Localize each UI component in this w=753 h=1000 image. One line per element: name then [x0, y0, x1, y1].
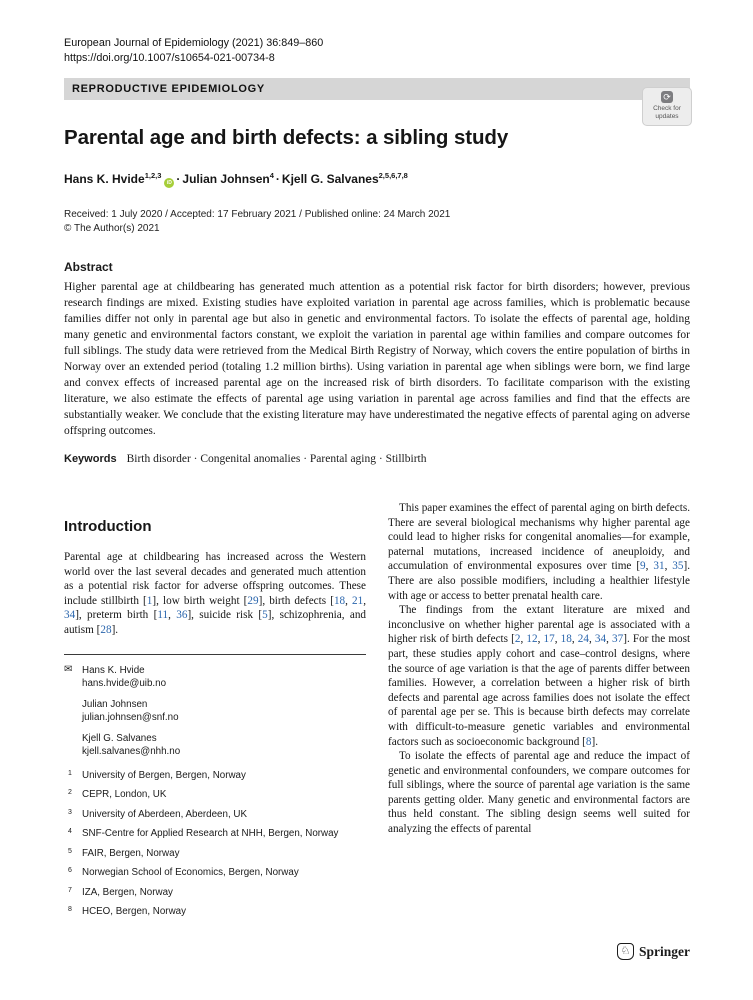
affiliation-number: 2 — [68, 789, 72, 797]
body-paragraph: This paper examines the effect of parental aging on birth defects. There are several biological mechanisms why higher parental age could lead to higher risks for congenital anomalies—for example, paternal mutations, increased incidence of aneuploidy, and accumulation of environmental exposures over time [9, 31, 35]. There are also possible modifiers, including a healthier lifestyle with age or access to better prenatal health care. — [388, 502, 691, 602]
citation-link[interactable]: 37 — [612, 633, 624, 646]
correspondence-entry — [64, 733, 366, 759]
affiliations-list — [64, 770, 366, 919]
author-name[interactable]: Hans K. Hvide — [64, 172, 145, 186]
correspondence-email[interactable]: kjell.salvanes@nhh.no — [82, 746, 181, 758]
affiliation-text: HCEO, Bergen, Norway — [82, 906, 186, 918]
affiliation-number: 1 — [68, 769, 72, 777]
citation-link[interactable]: 34 — [594, 633, 607, 646]
correspondence-email[interactable]: hans.hvide@uib.no — [82, 678, 167, 690]
correspondence-email[interactable]: julian.johnsen@snf.no — [82, 712, 179, 724]
author-affiliation-sup: 1,2,3 — [144, 171, 162, 180]
citation-link[interactable]: 36 — [176, 609, 188, 622]
affiliation-number: 3 — [68, 808, 72, 816]
two-column-body — [64, 501, 690, 926]
affiliation-number: 7 — [68, 886, 72, 894]
affiliation-number: 8 — [68, 906, 72, 914]
envelope-icon: ✉ — [64, 663, 73, 675]
citation-link[interactable]: 24 — [577, 633, 589, 646]
introduction-heading: Introduction — [64, 518, 152, 535]
author-separator: · — [275, 172, 280, 186]
citation-link[interactable]: 21 — [352, 594, 364, 607]
citation-link[interactable]: 12 — [526, 633, 538, 646]
affiliation-text: IZA, Bergen, Norway — [82, 886, 173, 898]
author-name[interactable]: Kjell G. Salvanes — [281, 172, 379, 186]
affiliation-item — [64, 770, 366, 783]
affiliation-text: FAIR, Bergen, Norway — [82, 847, 180, 859]
citation-link[interactable]: 18 — [333, 594, 346, 607]
affiliation-item — [64, 867, 366, 880]
citation-link[interactable]: 9 — [640, 560, 646, 573]
affiliation-number: 4 — [68, 828, 72, 836]
abstract-section — [64, 260, 690, 439]
author-affiliation-sup: 4 — [269, 171, 274, 180]
springer-logo-icon: ♘ — [617, 943, 634, 960]
citation-link[interactable]: 35 — [672, 560, 684, 573]
article-dates: Received: 1 July 2020 / Accepted: 17 February 2021 / Published online: 24 March 2021 — [64, 209, 451, 220]
affiliation-text: Norwegian School of Economics, Bergen, Norway — [82, 867, 299, 879]
citation-link[interactable]: 5 — [262, 609, 268, 622]
publisher-name: Springer — [638, 943, 690, 959]
affiliation-item — [64, 789, 366, 802]
introduction-paragraph: Parental age at childbearing has increased across the Western world over the last several decades and generated much attention as a potential risk factor for adverse offspring outcomes. These include stillbirth [1], low birth weight [29], birth defects [18, 21, 34], preterm birth [11, 36], suicide risk [5], schizophrenia, and autism [28]. — [64, 551, 367, 636]
publisher-footer — [617, 943, 690, 960]
check-for-updates-label: Check for updates — [653, 105, 681, 121]
author-name[interactable]: Julian Johnsen — [182, 172, 270, 186]
correspondence-name: Hans K. Hvide — [82, 664, 145, 676]
keywords-line — [64, 453, 690, 465]
body-paragraph: To isolate the effects of parental age and reduce the impact of genetic and environmental confounders, we compare outcomes for full siblings, where the source of parental age variation is the same parents getting older. Many genetic and environmental factors are thus held constant. The sibling design seems well suited for analyzing the effects of parental — [388, 750, 690, 836]
footnote-divider — [64, 654, 366, 655]
author-separator: · — [176, 172, 181, 186]
affiliation-number: 6 — [68, 867, 72, 875]
section-banner — [64, 78, 690, 100]
citation-link[interactable]: 8 — [585, 735, 592, 748]
correspondence-block — [64, 665, 366, 759]
citation-link[interactable]: 1 — [146, 594, 153, 607]
affiliation-item — [64, 828, 366, 841]
orcid-icon[interactable]: iD — [164, 178, 174, 188]
crossmark-icon: ⟳ — [661, 91, 673, 103]
check-for-updates-badge[interactable] — [642, 87, 692, 126]
section-banner-label: REPRODUCTIVE EPIDEMIOLOGY — [72, 83, 265, 95]
affiliation-item — [64, 906, 366, 919]
affiliation-item — [64, 887, 366, 900]
affiliation-item — [64, 809, 366, 822]
keywords-text: Birth disorder · Congenital anomalies · Parental aging · Stillbirth — [126, 453, 427, 465]
citation-link[interactable]: 18 — [560, 633, 572, 646]
correspondence-entry — [64, 665, 366, 691]
correspondence-name: Julian Johnsen — [82, 698, 148, 710]
citation-link[interactable]: 31 — [653, 560, 665, 573]
journal-citation-line: European Journal of Epidemiology (2021) 36:849–860 — [64, 37, 324, 49]
affiliation-text: University of Aberdeen, Aberdeen, UK — [82, 808, 248, 820]
correspondence-name: Kjell G. Salvanes — [82, 732, 157, 744]
citation-link[interactable]: 2 — [514, 633, 521, 646]
author-affiliation-sup: 2,5,6,7,8 — [378, 171, 408, 180]
doi-link[interactable]: https://doi.org/10.1007/s10654-021-00734-8 — [64, 52, 275, 64]
citation-link[interactable]: 17 — [543, 633, 555, 646]
correspondence-entry — [64, 699, 366, 725]
affiliation-text: CEPR, London, UK — [82, 789, 167, 801]
abstract-heading: Abstract — [64, 260, 113, 274]
abstract-text: Higher parental age at childbearing has generated much attention as a potential risk factor for birth disorders; however, previous research findings are mixed. Existing studies have exploited variation in parental age across families, which is problematic because families differ not only in parental age but also in genetic and environmental factors. To isolate the effects of parental age, holding many genetic and environmental factors constant, we exploit the variation in parental age within families and compare outcomes for full siblings. The study data were retrieved from the Medical Birth Registry of Norway, which covers the entire population of births in Norway over an extended period (totaling 1.2 million births). Using variation in parental age when siblings were born, we find large and convex effects of increased parental age on the increased risk of birth disorders. To facilitate comparison with the existing literature, we also estimate the effects of parental age using variation in parental age across families and find that the effects are substantially weaker. We conclude that the existing literature may have underestimated the negative effects of parental aging on adverse offspring outcomes. — [64, 281, 690, 437]
keywords-label: Keywords — [64, 453, 117, 465]
page-title: Parental age and birth defects: a sibling study — [64, 126, 509, 149]
copyright-line: © The Author(s) 2021 — [64, 223, 160, 234]
affiliation-text: SNF-Centre for Applied Research at NHH, Bergen, Norway — [82, 828, 339, 840]
author-list — [64, 171, 690, 188]
body-paragraph: The findings from the extant literature are mixed and inconclusive on whether higher parental age is associated with a higher risk of birth defects [2, 12, 17, 18, 24, 34, 37]. For the most part, these studies apply cohort and case–control designs, where the source of age variation is that the age of parents differ between families. However, a correlation between a higher risk of birth defects and parental age across families does not isolate the effect of parental age per se. This is because birth defects may correlate with difficult-to-measure genetic variables and environmental factors such as socioeconomic background [8]. — [388, 604, 691, 748]
left-column — [64, 501, 366, 926]
citation-link[interactable]: 34 — [64, 609, 76, 622]
citation-link[interactable]: 28 — [100, 623, 112, 636]
citation-link[interactable]: 29 — [247, 594, 259, 607]
affiliation-number: 5 — [68, 847, 72, 855]
affiliation-item — [64, 848, 366, 861]
right-column — [388, 501, 690, 926]
citation-link[interactable]: 11 — [157, 609, 169, 622]
affiliation-text: University of Bergen, Bergen, Norway — [82, 769, 246, 781]
